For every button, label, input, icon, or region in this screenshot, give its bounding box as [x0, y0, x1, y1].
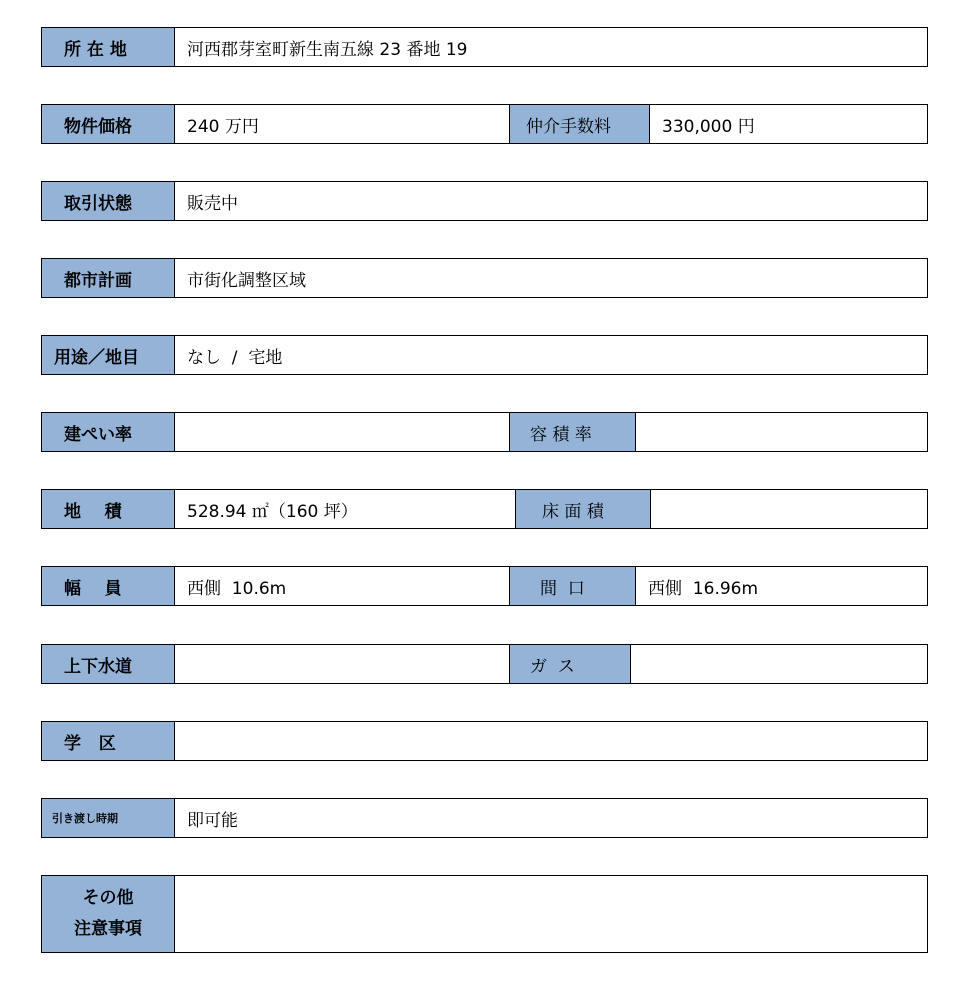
- floor-ratio-value: [635, 413, 927, 451]
- notes-value: [175, 876, 927, 952]
- use-value: なし / 宅地: [187, 347, 283, 368]
- school-label: 学 区: [42, 722, 175, 760]
- school-value: [175, 722, 927, 760]
- area-row: [41, 489, 928, 529]
- status-row: [41, 181, 928, 221]
- status-value: 販売中: [187, 193, 238, 214]
- handover-value: 即可能: [187, 810, 238, 831]
- coverage-label: 建ぺい率: [42, 413, 175, 451]
- price-row: [41, 104, 928, 144]
- notes-label: [42, 876, 175, 952]
- water-value: [175, 645, 509, 683]
- planning-label: 都市計画: [42, 259, 175, 297]
- notes-label-line1: その他: [82, 888, 134, 908]
- use-label: 用途／地目: [42, 336, 175, 374]
- location-value: 河西郡芽室町新生南五線 23 番地 19: [187, 39, 468, 60]
- commission-label: 仲介手数料: [509, 105, 649, 143]
- floor-area-label: 床 面 積: [515, 490, 650, 528]
- notes-label-line2: 注意事項: [74, 919, 142, 939]
- school-row: [41, 721, 928, 761]
- width-row: [41, 566, 928, 606]
- status-label: 取引状態: [42, 182, 175, 220]
- commission-value: 330,000 円: [649, 105, 927, 143]
- location-label: 所 在 地: [42, 28, 175, 66]
- frontage-value: 西側 16.96m: [635, 567, 927, 605]
- location-row: [41, 27, 928, 67]
- handover-row: [41, 798, 928, 838]
- price-value: 240 万円: [187, 116, 259, 137]
- use-row: [41, 335, 928, 375]
- coverage-value: [175, 413, 509, 451]
- road-width-label: 幅 員: [42, 567, 175, 605]
- gas-value: [630, 645, 927, 683]
- floor-area-value: [650, 490, 927, 528]
- road-width-value: 西側 10.6m: [187, 578, 287, 599]
- area-label: 地 積: [42, 490, 175, 528]
- coverage-row: [41, 412, 928, 452]
- floor-ratio-label: 容 積 率: [509, 413, 635, 451]
- planning-row: [41, 258, 928, 298]
- frontage-label: 間 口: [509, 567, 635, 605]
- utilities-row: [41, 644, 928, 684]
- planning-value: 市街化調整区域: [187, 270, 306, 291]
- handover-label: 引き渡し時期: [42, 799, 175, 837]
- area-value: 528.94 ㎡（160 坪）: [187, 501, 358, 522]
- water-label: 上下水道: [42, 645, 175, 683]
- price-label: 物件価格: [42, 105, 175, 143]
- notes-row: [41, 875, 928, 953]
- gas-label: ガ ス: [509, 645, 630, 683]
